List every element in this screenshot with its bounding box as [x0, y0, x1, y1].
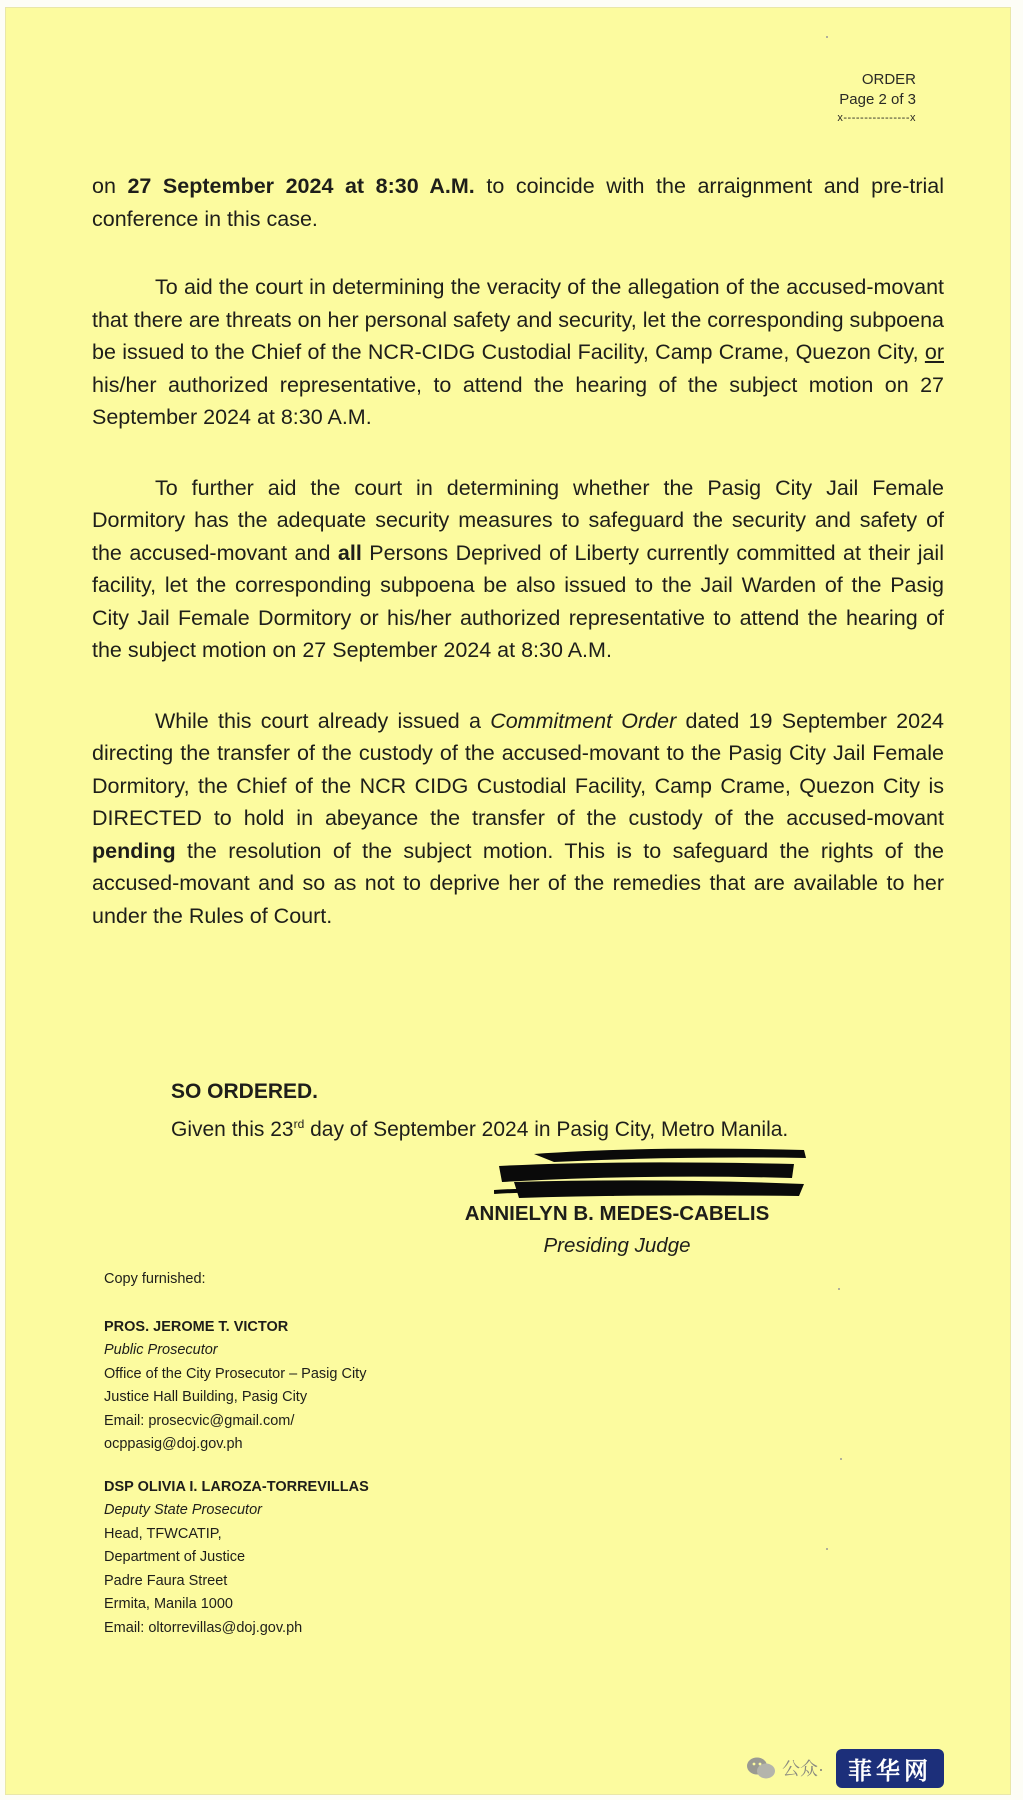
recipient-line: Justice Hall Building, Pasig City — [104, 1389, 308, 1405]
wechat-icon — [746, 1755, 776, 1781]
page-header — [837, 70, 916, 126]
closing — [171, 1075, 788, 1146]
recipient-title: Public Prosecutor — [104, 1342, 218, 1358]
copy-furnished-label: Copy furnished: — [104, 1271, 206, 1287]
recipient-name: PROS. JEROME T. VICTOR — [104, 1318, 289, 1335]
judge-signature-block — [452, 1198, 782, 1262]
recipient-line: Email: prosecvic@gmail.com/ — [104, 1412, 295, 1429]
recipient-1 — [104, 1316, 369, 1457]
recipient-line: Office of the City Prosecutor – Pasig City — [104, 1365, 367, 1382]
judge-name: ANNIELYN B. MEDES-CABELIS — [464, 1202, 770, 1225]
hearing-date: 27 September 2024 at 8:30 A.M. — [127, 174, 475, 198]
document-page — [6, 8, 1010, 1794]
recipient-title: Deputy State Prosecutor — [104, 1502, 262, 1518]
bold-pending: pending — [92, 838, 176, 863]
header-page-number: Page 2 of 3 — [839, 91, 916, 108]
paragraph-4: While this court already issued a Commitment Order dated 19 September 2024 directing the transfer of the custody of the accused-movant to the Pasig City Jail Female Dormitory, the Chief of the NCR CIDG Custodial Facility, Camp Crame, Quezon City is DIRECTED to hold in abeyance the transfer of the custody of the accused-movant pending the resolution of the subject motion. This is to safeguard the rights of the accused-movant and so as not to deprive her of the remedies that are available to her under the Rules of Court. — [92, 708, 945, 928]
scan-speck — [826, 1548, 828, 1550]
recipient-line: ocppasig@doj.gov.ph — [104, 1436, 243, 1452]
redacted-signature — [494, 1144, 824, 1202]
order-body — [92, 170, 944, 970]
header-order: ORDER — [861, 71, 916, 88]
so-ordered: SO ORDERED. — [171, 1080, 319, 1103]
recipient-2 — [104, 1476, 369, 1641]
scan-speck — [838, 1288, 840, 1290]
commitment-order: Commitment Order — [490, 708, 677, 733]
watermark — [746, 1753, 944, 1783]
recipient-line: Head, TFWCATIP, — [104, 1525, 222, 1542]
underlined-or: or — [924, 340, 944, 364]
recipient-line: Email: oltorrevillas@doj.gov.ph — [104, 1619, 303, 1636]
scan-speck — [840, 1458, 842, 1460]
watermark-logo: 菲华网 — [836, 1749, 944, 1788]
judge-title: Presiding Judge — [543, 1234, 691, 1257]
paragraph-3: To further aid the court in determining whether the Pasig City Jail Female Dormitory has the adequate security measures to safeguard the security and safety of the accused-movant and all Persons Deprived of Liberty currently committed at their jail facility, let the corresponding subpoena be also issued to the Jail Warden of the Pasig City Jail Female Dormitory or his/her authorized representative to attend the hearing of the subject motion on 27 September 2024 at 8:30 A.M. — [92, 475, 944, 662]
recipient-line: Ermita, Manila 1000 — [104, 1596, 233, 1612]
bold-all: all — [337, 540, 362, 565]
recipient-name: DSP OLIVIA I. LAROZA-TORREVILLAS — [104, 1478, 369, 1495]
paragraph-1: on 27 September 2024 at 8:30 A.M. to coincide with the arraignment and pre-trial conference in this case. — [92, 174, 945, 231]
copy-furnished — [104, 1268, 369, 1659]
header-separator: x----------------x — [837, 112, 916, 124]
recipient-line: Padre Faura Street — [104, 1572, 228, 1589]
recipient-line: Department of Justice — [104, 1549, 246, 1565]
watermark-label: 公众· — [782, 1759, 824, 1779]
given-line: Given this 23rd day of September 2024 in Pasig City, Metro Manila. — [171, 1117, 789, 1141]
paragraph-2: To aid the court in determining the veracity of the allegation of the accused-movant that there are threats on her personal safety and security, let the corresponding subpoena be issued to the Chief of the NCR-CIDG Custodial Facility, Camp Crame, Quezon City, or his/her authorized representative, to attend the hearing of the subject motion on 27 September 2024 at 8:30 A.M. — [92, 275, 944, 429]
scan-speck — [826, 36, 828, 38]
